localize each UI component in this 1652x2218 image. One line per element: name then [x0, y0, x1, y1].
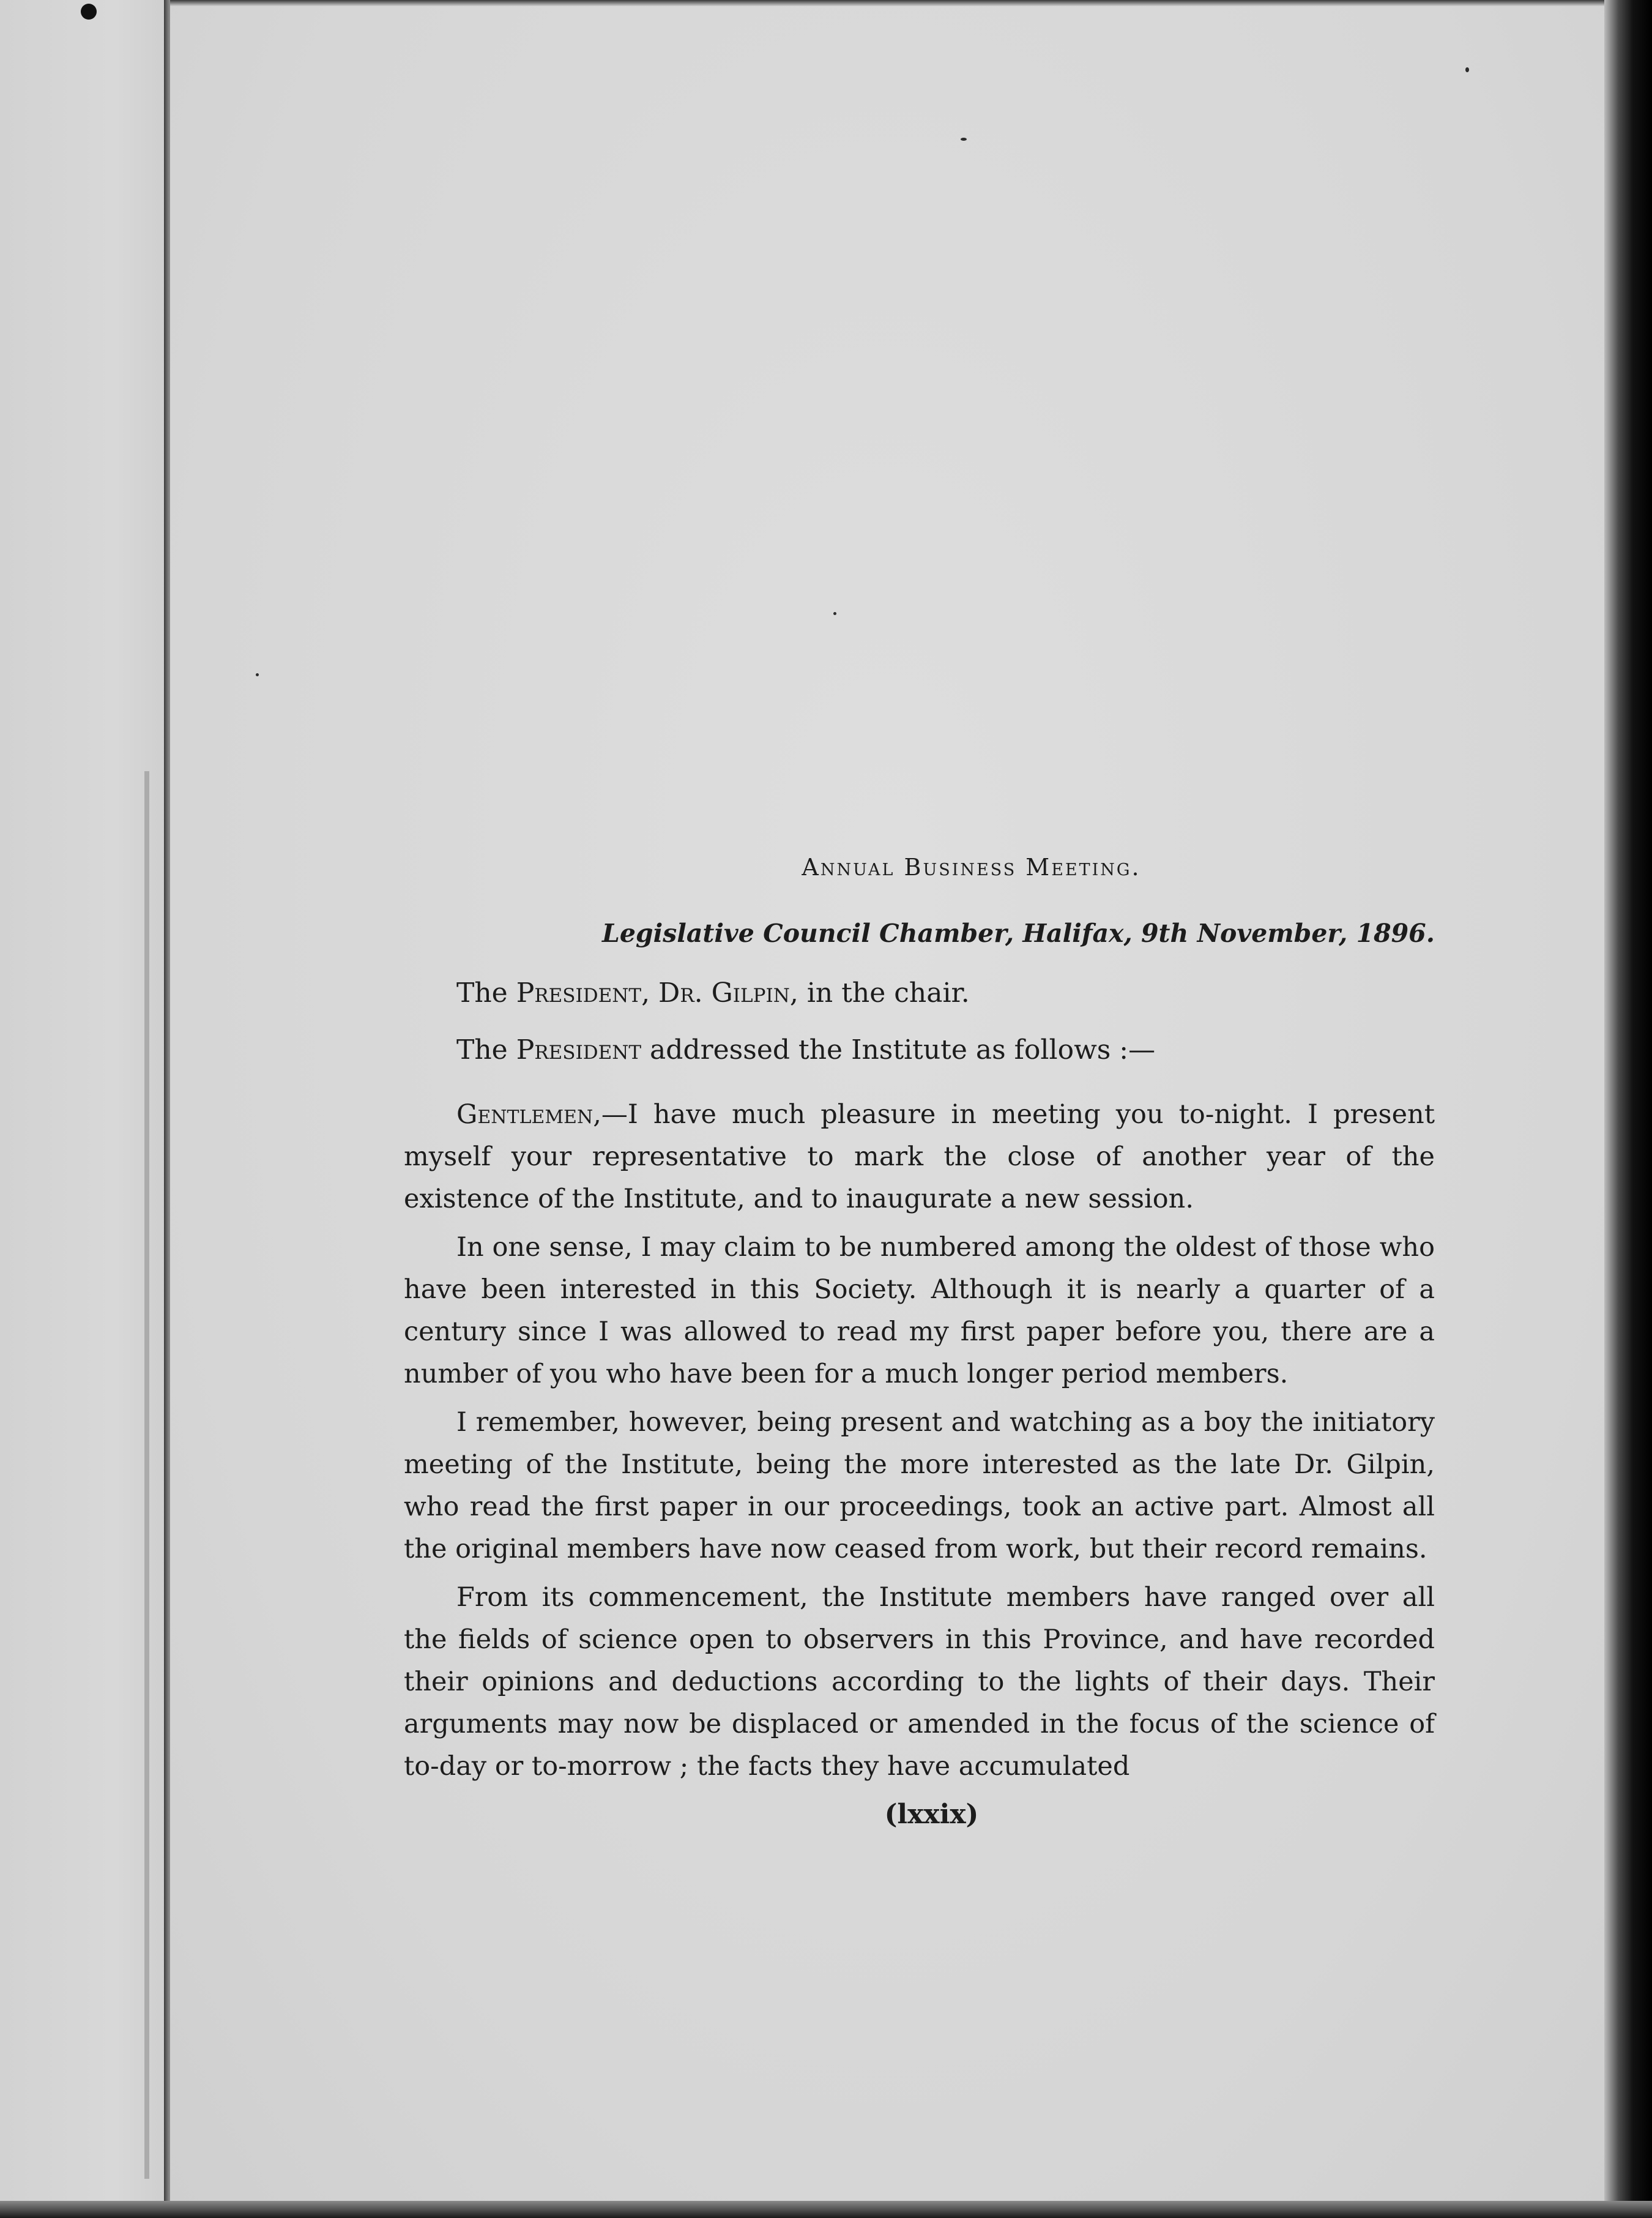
page-number: (lxxix) [884, 1799, 979, 1830]
previous-page-edge [0, 0, 165, 2218]
president-title: President [516, 977, 642, 1009]
page-content [404, 854, 1435, 1830]
chair-lead: The [456, 977, 516, 1009]
binding-hole [81, 4, 97, 20]
address-tail: addressed the Institute as follows :— [641, 1034, 1156, 1066]
page-top-edge [170, 0, 1604, 6]
chair-tail: , in the chair. [789, 977, 970, 1009]
binding-fold [144, 771, 149, 2179]
body-paragraph: From its commencement, the Institute members have ranged over all the fields of science open to observers in this Province, and have recorded their opinions and deductions according to the lights of their days. Their arguments may now be displaced or amended in the focus of the science of to-day or to-morrow ; the facts they have accumulated [404, 1582, 1435, 1782]
salutation: Gentlemen, [456, 1099, 601, 1130]
page-right-edge [1604, 0, 1652, 2218]
address-lead: The [456, 1034, 516, 1066]
paper-speck [961, 138, 967, 141]
paper-speck [256, 673, 259, 676]
paragraph-text: —I have much pleasure in meeting you to-night. I present myself your representative to mark the close of another year of the existence of the Institute, and to inaugurate a new session. [404, 1099, 1435, 1214]
binding-gutter [164, 0, 170, 2218]
paper-speck [1465, 67, 1469, 72]
chair-statement [404, 977, 1435, 1009]
page-heading: Annual Business Meeting. [802, 854, 1141, 881]
address-statement [404, 1034, 1435, 1066]
page-bottom-edge [0, 2201, 1652, 2218]
body-paragraph: I remember, however, being present and watching as a boy the initiatory meeting of the Institute, being the more interested as the late Dr. Gilpin, who read the first paper in our proceedings, took an active part. Almost all the original members have now ceased from work, but their record remains. [404, 1407, 1435, 1564]
meeting-place-date: Legislative Council Chamber, Halifax, 9th November, 1896. [602, 919, 1435, 948]
chair-separator: , [641, 977, 659, 1009]
body-paragraph: In one sense, I may claim to be numbered among the oldest of those who have been interested in this Society. Although it is nearly a quarter of a century since I was allowed to read my first paper before you, there are a number of you who have been for a much longer period members. [404, 1232, 1435, 1389]
paper-speck [833, 612, 836, 615]
president-title: President [516, 1034, 642, 1066]
president-name: Dr. Gilpin [658, 977, 790, 1009]
body-paragraph [404, 1094, 1435, 1220]
